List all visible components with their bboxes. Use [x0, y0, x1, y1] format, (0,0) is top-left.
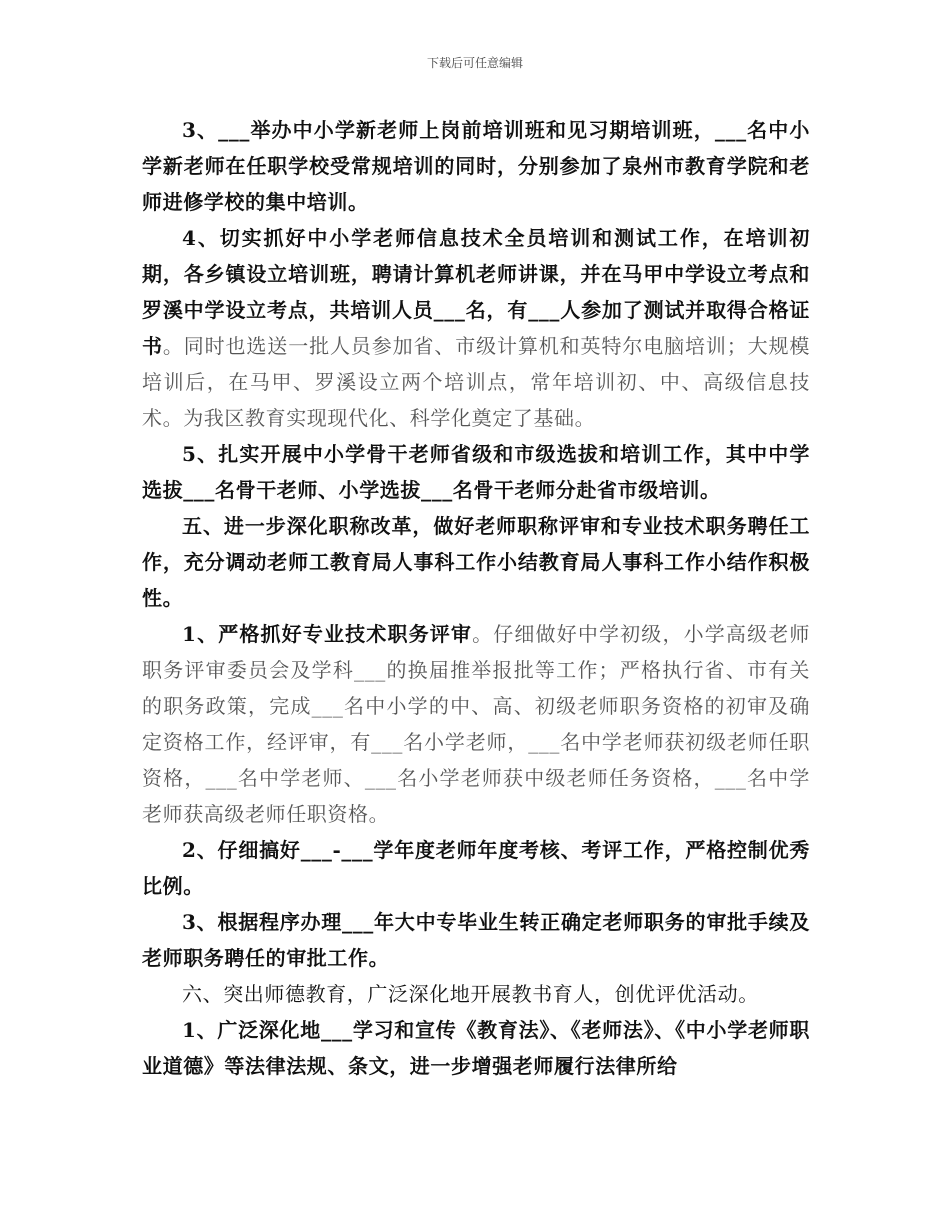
section-heading-6: 六、突出师德教育，广泛深化地开展教书育人，创优评优活动。 [182, 982, 759, 1006]
paragraph-item-1 [142, 616, 810, 832]
paragraph-item-3: 3、___举办中小学新老师上岗前培训班和见习期培训班，___名中小学新老师在任职学校受常规培训的同时，分别参加了泉州市教育学院和老师进修学校的集中培训。 [142, 118, 810, 214]
paragraph-bold-text: 4、切实抓好中小学老师信息技术全员培训和测试工作，在培训初期，各乡镇设立培训班，聘请计算机老师讲课，并在马甲中学设立考点和罗溪中学设立考点，共培训人员___名，有___人参加了测试并取得合格证书 [142, 226, 810, 358]
paragraph-normal-text: 。同时也选送一批人员参加省、市级计算机和英特尔电脑培训；大规模培训后，在马甲、罗溪设立两个培训点，常年培训初、中、高级信息技术。为我区教育实现现代化、科学化奠定了基础。 [142, 334, 810, 430]
paragraph-item-3b: 3、根据程序办理___年大中专毕业生转正确定老师职务的审批手续及老师职务聘任的审批工作。 [142, 910, 810, 970]
paragraph-bold-text: 1、严格抓好专业技术职务评审 [182, 622, 473, 646]
paragraph-item-1b: 1、广泛深化地___学习和宣传《教育法》、《老师法》、《中小学老师职业道德》等法律法规、条文，进一步增强老师履行法律所给 [142, 1018, 810, 1078]
paragraph-item-5: 5、扎实开展中小学骨干老师省级和市级选拔和培训工作，其中中学选拔___名骨干老师、小学选拔___名骨干老师分赴省市级培训。 [142, 442, 810, 502]
document-body [142, 112, 810, 1084]
section-heading-5: 五、进一步深化职称改革，做好老师职称评审和专业技术职务聘任工作，充分调动老师工教育局人事科工作小结教育局人事科工作小结作积极性。 [142, 514, 810, 610]
paragraph-item-2: 2、仔细搞好___-___学年度老师年度考核、考评工作，严格控制优秀比例。 [142, 838, 810, 898]
paragraph-normal-text: 。仔细做好中学初级，小学高级老师职务评审委员会及学科___的换届推举报批等工作；严格执行省、市有关的职务政策，完成___名中小学的中、高、初级老师职务资格的初审及确定资格工作，经评审，有___名小学老师，___名中学老师获初级老师任职资格，___名中学老师、___名小学老师获中级老师任务资格，___名中学老师获高级老师任职资格。 [142, 622, 810, 826]
page-header: 下载后可任意编辑 [426, 56, 523, 70]
paragraph-item-4 [142, 220, 810, 436]
